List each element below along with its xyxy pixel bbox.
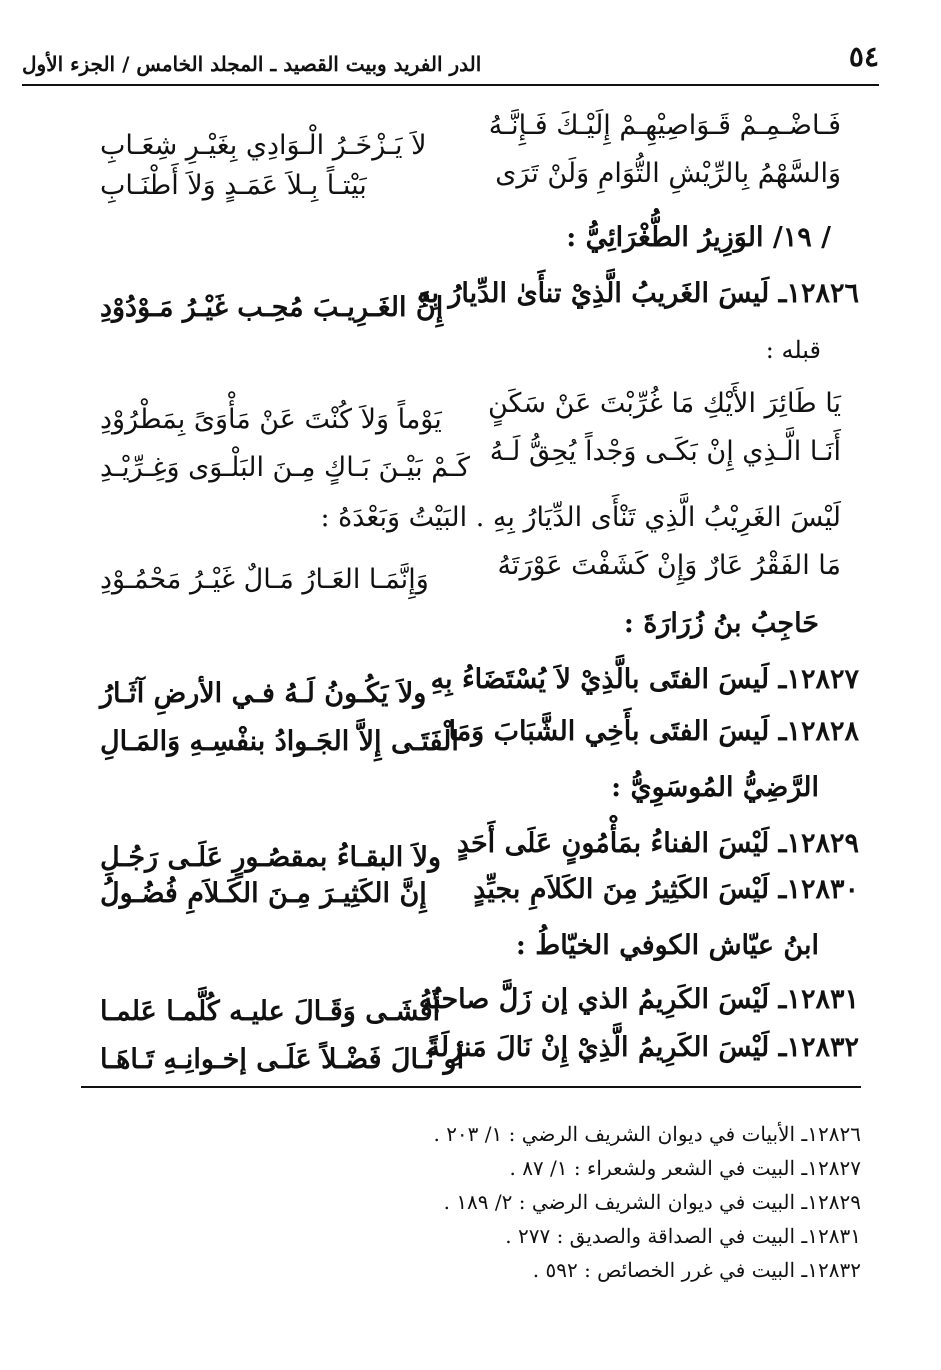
page-header [22, 36, 879, 86]
verse-1-second-hemistich: لاَ يَـزْخَـرُ الْـوَادِي بِغَيْـرِ شِعَـابِ [100, 130, 427, 161]
verse-4-second-hemistich: يَوْماً وَلاَ كُنْتَ عَنْ مَأْوَىً بِمَطْرُوْدِ [100, 404, 442, 435]
verse-1-first-hemistich: فَـاضْـمِـمْ قَـوَاصِيْهِـمْ إِلَيْـكَ فَـإِنَّـهُ [488, 110, 841, 141]
verse-7-first-hemistich: مَا الفَقْرُ عَارٌ وَإِنْ كَشَفْتَ عَوْرَتَهُ [497, 550, 841, 581]
verse-12831-second-hemistich: أَفشَـى وَقَـالَ عليـه كُلَّمـا عَلمـا [100, 996, 441, 1027]
footnote-12827: ١٢٨٢٧ـ البيت في الشعر ولشعراء : ١/ ٨٧ . [509, 1156, 861, 1180]
footnote-12832: ١٢٨٣٢ـ البيت في غرر الخصائص : ٥٩٢ . [532, 1258, 861, 1282]
verse-5-first-hemistich: أَنَـا الَّـذِي إِنْ بَكَـى وَجْداً يُحِقُّ لَـهُ [489, 436, 841, 467]
verse-12827-first-hemistich: ١٢٨٢٧ـ لَيسَ الفتَى بالَّذِيْ لاَ يُسْتَضَاءُ بِهِ [430, 664, 859, 695]
poet-heading-hajib: حَاجِبُ بنُ زُرَارَةَ : [623, 608, 819, 639]
verse-7-second-hemistich: وَإِنَّمَـا العَـارُ مَـالٌ غَيْـرُ مَحْمُـوْدِ [100, 564, 429, 595]
verse-12832-second-hemistich: أو نَـالَ فَضْـلاً عَلَـى إخـوانِـهِ تَـاهَـا [100, 1044, 465, 1075]
footnote-12831: ١٢٨٣١ـ البيت في الصداقة والصديق : ٢٧٧ . [505, 1224, 861, 1248]
verse-6-line: لَيْسَ الغَرِيْبُ الَّذِي تَنْأَى الدِّيَارُ بِهِ . البَيْتُ وَبَعْدَهُ : [320, 502, 841, 533]
verse-12827-second-hemistich: ولاَ يَكُـونُ لَـهُ فـي الأرضِ آثَـارُ [100, 678, 427, 709]
page-number: ٥٤ [848, 40, 879, 73]
qablahu-label: قبله : [765, 336, 821, 364]
verse-12828-second-hemistich: الْفَتَـى إِلاَّ الجَـوادُ بنفْسِـهِ وَالمَـالِ [100, 726, 459, 757]
verse-12829-first-hemistich: ١٢٨٢٩ـ لَيْسَ الفناءُ بمَأْمُونٍ عَلَى أَحَدٍ [456, 828, 859, 859]
verse-12826-second-hemistich: إِنَّ الغَـرِيـبَ مُحِـب غَيْـرُ مَـوْدُوْدِ [100, 292, 444, 323]
verse-4-first-hemistich: يَا طَائِرَ الأَيْكِ مَا غُرِّبْتَ عَنْ سَكَنٍ [487, 388, 841, 419]
poet-heading-ibn-ayyash: ابنُ عيّاش الكوفي الخيّاطُ : [515, 930, 819, 961]
poet-heading-tughrai: / ١٩/ الوَزِيرُ الطُّغْرَائِيُّ : [566, 222, 831, 253]
verse-2-second-hemistich: بَيْتـاً بِـلاَ عَمَـدٍ وَلاَ أَطْنَـابِ [100, 170, 367, 201]
verse-2-first-hemistich: وَالسَّهْمُ بِالرِّيْشِ التُّوَامِ وَلَنْ تَرَى [495, 158, 841, 189]
footnote-rule [81, 1086, 861, 1088]
footnote-12826: ١٢٨٢٦ـ الأبيات في ديوان الشريف الرضي : ١/ ٢٠٣ . [433, 1122, 861, 1146]
verse-12829-second-hemistich: ولاَ البقـاءُ بمقصُـورٍ عَلَـى رَجُـلِ [100, 842, 442, 873]
verse-12830-second-hemistich: إِنَّ الكَثِيـرَ مِـنَ الكَـلاَمِ فُضُـولُ [100, 878, 427, 909]
verse-12828-first-hemistich: ١٢٨٢٨ـ لَيسَ الفتَى بأَخِي الشَّبَابَ وَمَا [448, 716, 859, 747]
verse-12826-first-hemistich: ١٢٨٢٦ـ لَيسَ الغَريبُ الَّذِيْ تنأَىٰ الدِّيارُ بِهِ [416, 278, 859, 309]
verse-5-second-hemistich: كَـمْ بَيْـنَ بَـاكٍ مِـنَ البَلْـوَى وَغِـرِّيْـدِ [100, 452, 470, 483]
header-rule [22, 84, 879, 86]
verse-12832-first-hemistich: ١٢٨٣٢ـ لَيْسَ الكَرِيمُ الَّذِيْ إِنْ نَالَ مَنزِلَةً [426, 1032, 859, 1063]
poet-heading-radi: الرَّضِيُّ المُوسَوِيُّ : [611, 772, 819, 803]
running-title: الدر الفريد وبيت القصيد ـ المجلد الخامس / الجزء الأول [22, 52, 482, 76]
footnote-12829: ١٢٨٢٩ـ البيت في ديوان الشريف الرضي : ٢/ ١٨٩ . [443, 1190, 861, 1214]
verse-12831-first-hemistich: ١٢٨٣١ـ لَيْسَ الكَرِيمُ الذي إن زَلَّ صاحبُهُ [418, 984, 859, 1015]
verse-12830-first-hemistich: ١٢٨٣٠ـ لَيْسَ الكَثِيرُ مِنَ الكَلاَمِ بجيِّدٍ [473, 874, 859, 905]
